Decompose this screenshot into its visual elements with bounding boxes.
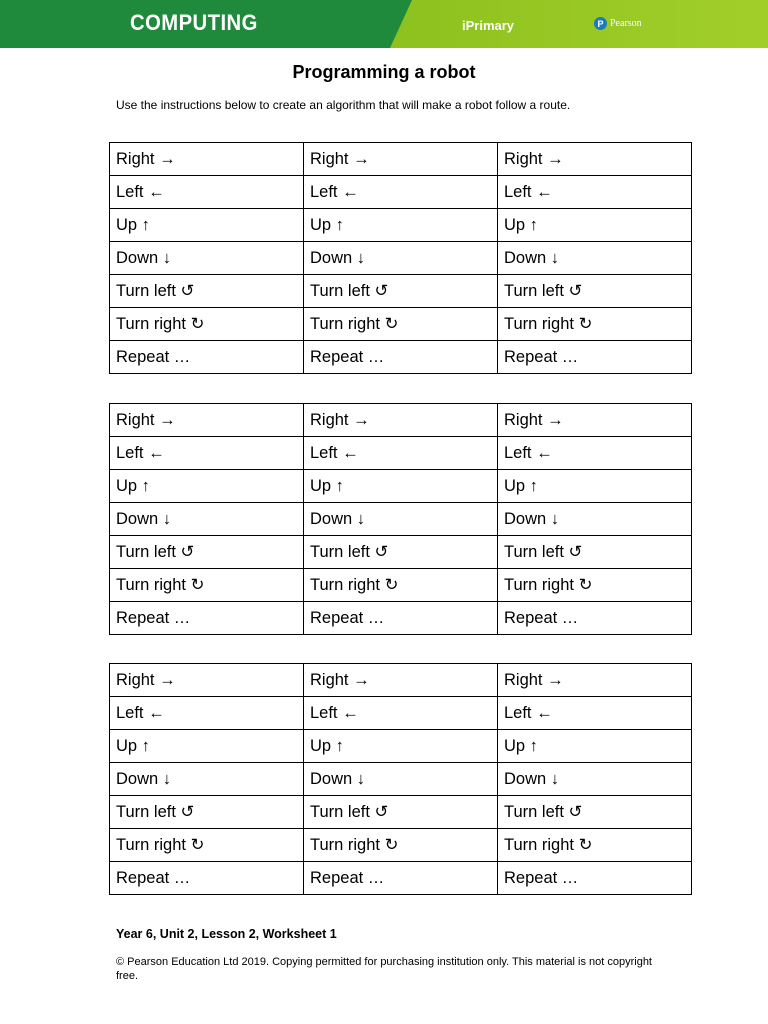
command-cell: Repeat … (304, 862, 498, 895)
command-cell: Turn right ↻ (304, 829, 498, 862)
command-cell: Left ← (498, 176, 692, 209)
pearson-logo-icon: P (594, 17, 607, 30)
command-cell: Repeat … (498, 862, 692, 895)
command-grid-2 (109, 403, 692, 635)
command-cell: Up ↑ (110, 730, 304, 763)
command-cell: Turn right ↻ (304, 308, 498, 341)
command-cell: Down ↓ (110, 242, 304, 275)
command-cell: Repeat … (110, 602, 304, 635)
command-cell: Turn right ↻ (110, 308, 304, 341)
command-row (110, 664, 692, 697)
command-row (110, 437, 692, 470)
command-cell: Left ← (304, 437, 498, 470)
command-row (110, 242, 692, 275)
page-title: Programming a robot (292, 62, 476, 82)
command-cell: Down ↓ (304, 763, 498, 796)
command-row (110, 862, 692, 895)
command-grid-1 (109, 142, 692, 374)
command-cell: Down ↓ (498, 503, 692, 536)
command-cell: Turn right ↻ (110, 829, 304, 862)
command-row (110, 796, 692, 829)
banner-light-green (390, 0, 768, 48)
command-cell: Turn left ↺ (498, 796, 692, 829)
command-cell: Repeat … (498, 602, 692, 635)
command-cell: Left ← (498, 697, 692, 730)
command-row (110, 569, 692, 602)
command-cell: Turn left ↺ (304, 275, 498, 308)
command-cell: Left ← (304, 176, 498, 209)
command-row (110, 143, 692, 176)
command-cell: Left ← (498, 437, 692, 470)
command-cell: Up ↑ (110, 209, 304, 242)
command-cell: Right → (110, 664, 304, 697)
command-cell: Turn right ↻ (498, 569, 692, 602)
header-banner (0, 0, 768, 48)
command-cell: Repeat … (304, 602, 498, 635)
command-cell: Up ↑ (304, 470, 498, 503)
command-row (110, 763, 692, 796)
command-cell: Up ↑ (498, 209, 692, 242)
command-row (110, 275, 692, 308)
command-cell: Turn left ↺ (110, 536, 304, 569)
command-cell: Down ↓ (110, 503, 304, 536)
command-row (110, 470, 692, 503)
instructions-text: Use the instructions below to create an algorithm that will make a robot follow a route. (116, 98, 571, 112)
command-cell: Turn left ↺ (110, 275, 304, 308)
command-cell: Left ← (110, 176, 304, 209)
command-cell: Right → (110, 143, 304, 176)
command-cell: Down ↓ (304, 503, 498, 536)
command-cell: Repeat … (110, 862, 304, 895)
pearson-logo (594, 17, 642, 30)
command-cell: Turn right ↻ (498, 308, 692, 341)
command-cell: Right → (498, 404, 692, 437)
command-cell: Up ↑ (304, 209, 498, 242)
command-cell: Turn left ↺ (498, 275, 692, 308)
brand-title: COMPUTING (130, 10, 258, 35)
command-cell: Left ← (304, 697, 498, 730)
worksheet-reference: Year 6, Unit 2, Lesson 2, Worksheet 1 (116, 927, 337, 941)
command-cell: Up ↑ (498, 730, 692, 763)
command-cell: Down ↓ (498, 242, 692, 275)
command-cell: Left ← (110, 437, 304, 470)
command-cell: Right → (304, 664, 498, 697)
command-cell: Down ↓ (110, 763, 304, 796)
command-cell: Turn right ↻ (304, 569, 498, 602)
command-row (110, 730, 692, 763)
command-cell: Turn left ↺ (498, 536, 692, 569)
command-row (110, 209, 692, 242)
command-row (110, 308, 692, 341)
command-row (110, 602, 692, 635)
command-cell: Turn right ↻ (110, 569, 304, 602)
command-cell: Down ↓ (304, 242, 498, 275)
command-grid-3 (109, 663, 692, 895)
command-row (110, 503, 692, 536)
command-cell: Down ↓ (498, 763, 692, 796)
command-row (110, 829, 692, 862)
publisher-name: Pearson (610, 18, 642, 29)
command-row (110, 536, 692, 569)
command-cell: Right → (304, 143, 498, 176)
command-cell: Repeat … (498, 341, 692, 374)
command-cell: Right → (498, 143, 692, 176)
command-row (110, 404, 692, 437)
command-cell: Up ↑ (110, 470, 304, 503)
command-cell: Right → (110, 404, 304, 437)
command-cell: Right → (304, 404, 498, 437)
copyright-notice: © Pearson Education Ltd 2019. Copying permitted for purchasing institution only. This material is not copyright free. (116, 956, 652, 982)
command-cell: Repeat … (304, 341, 498, 374)
command-cell: Up ↑ (498, 470, 692, 503)
command-row (110, 341, 692, 374)
command-cell: Turn left ↺ (110, 796, 304, 829)
command-cell: Turn left ↺ (304, 536, 498, 569)
command-cell: Turn left ↺ (304, 796, 498, 829)
command-row (110, 697, 692, 730)
command-cell: Turn right ↻ (498, 829, 692, 862)
command-cell: Repeat … (110, 341, 304, 374)
command-cell: Left ← (110, 697, 304, 730)
brand-subtitle: iPrimary (462, 18, 515, 33)
command-row (110, 176, 692, 209)
command-cell: Up ↑ (304, 730, 498, 763)
command-cell: Right → (498, 664, 692, 697)
